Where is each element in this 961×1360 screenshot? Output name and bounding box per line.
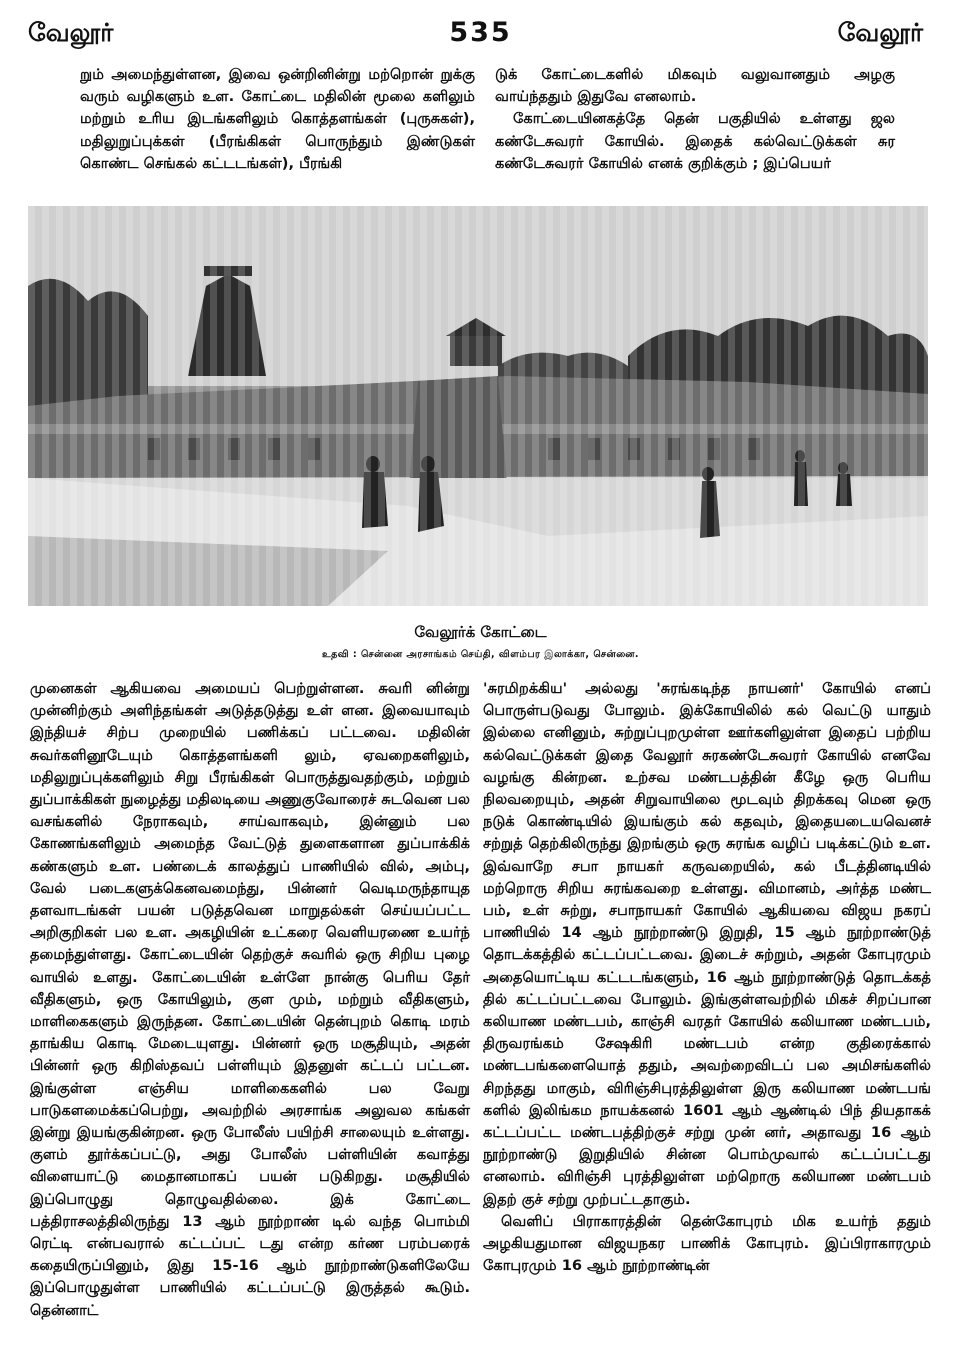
photo-caption: வேலூர்க் கோட்டை — [414, 623, 547, 641]
top-left-column — [80, 64, 475, 175]
fort-photograph-icon — [28, 206, 928, 606]
bottom-right-column — [483, 678, 931, 1277]
paragraph: றும் அமைந்துள்ளன, இவை ஒன்றினின்று மற்றொன் றுக்கு வரும் வழிகளும் உள. கோட்டை மதிலின் மூலை களிலும் மற்றும் உரிய இடங்களிலும் கொத்தளங்கள் (புருசுகள்), மதிலுறுப்புக்கள் (பீரங்கிகள் பொருந்தும் இண்டுகள் கொண்ட செங்கல் கட்டடங்கள்), பீரங்கி — [80, 66, 475, 172]
fort-photograph — [28, 206, 928, 606]
bottom-left-column — [30, 678, 470, 1322]
paragraph: கோட்டையினகத்தே தென் பகுதியில் உள்ளது ஜல கண்டேசுவரர் கோயில். இதைக் கல்வெட்டுக்கள் சுர கண்டேசுவரர் கோயில் எனக் குறிக்கும் ; இப்பெயர் — [495, 110, 895, 172]
photo-credit: உதவி : சென்னை அரசாங்கம் செய்தி, விளம்பர இலாக்கா, சென்னை. — [321, 649, 640, 660]
page-number: 535 — [449, 17, 512, 48]
running-header-left: வேலூர் — [28, 18, 114, 47]
paragraph: வெளிப் பிராகாரத்தின் தென்கோபுரம் மிக உயர்ந் ததும் அழகியதுமான விஜயநகர பாணிக் கோபுரம். இப்பிராகாரமும் கோபுரமும் 16 ஆம் நூற்றாண்டின் — [483, 1212, 931, 1275]
paragraph: டுக் கோட்டைகளில் மிகவும் வலுவானதும் அழகு வாய்ந்ததும் இதுவே எனலாம். — [495, 66, 895, 106]
running-header-right: வேலூர் — [837, 18, 923, 47]
top-right-column — [495, 64, 895, 175]
paragraph: 'சுரமிறக்கிய' அல்லது 'சுரங்கடிந்த நாயனர்' கோயில் எனப் பொருள்படுவது போலும். இக்கோயிலில் கல் வெட்டு யாதும் இல்லை எனினும், சுற்றுப்புறமுள்ள ஊர்களிலுள்ள இதைப் பற்றிய கல்வெட்டுக்கள் இதை வேலூர் சுரகண்டேசுவரர் கோயில் எனவே வழங்கு கின்றன. உற்சவ மண்டபத்தின் கீழே ஒரு பெரிய நிலவறையும், அதன் சிறுவாயிலை மூடவும் திறக்கவு மென ஒரு நடுக் கொண்டியில் இயங்கும் கல் கதவும், இதையடையவெனச் சற்றுத் தெற்கிலிருந்து இறங்கும் ஒரு சுரங்க வழிப் படிக்கட்டும் உள. இவ்வாறே சபா நாயகர் கருவறையில், கல் பீடத்தினடியில் மற்றொரு சிறிய சுரங்கவறை உள்ளது. விமானம், அர்த்த மண்ட பம், உள் சுற்று, சபாநாயகர் கோயில் ஆகியவை விஜய நகரப் பாணியில் 14 ஆம் நூற்றாண்டு இறுதி, 15 ஆம் நூற்றாண்டுத் தொடக்கத்தில் கட்டப்பட்டவை. இடைச் சுற்றும், அதன் கோபுரமும் அதையொட்டிய கட்டடங்களும், 16 ஆம் நூற்றாண்டுத் தொடக்கத் தில் கட்டப்பட்டவை போலும். இங்குள்ளவற்றில் மிகச் சிறப்பான கலியாண மண்டபம், காஞ்சி வரதர் கோயில் கலியாண மண்டபம், திருவரங்கம் சேஷகிரி மண்டபம் என்ற குதிரைக்கால் மண்டபங்களையொத் ததும், அவற்றைவிடப் பல அமிசங்களில் சிறந்தது மாகும், விரிஞ்சிபுரத்திலுள்ள இரு கலியாண மண்டபங் களில் இலிங்கம நாயக்கனல் 1601 ஆம் ஆண்டில் பிந் தியதாகக் கட்டப்பட்ட மண்டபத்திற்குச் சற்று முன் னர், அதாவது 16 ஆம் நூற்றாண்டு இறுதியில் சின்ன பொம்முவால் கட்டப்பட்டது எனலாம். விரிஞ்சி புரத்திலுள்ள மற்றொரு கலியாண மண்டபம் இதற் குச் சற்று முற்பட்டதாகும். — [483, 680, 931, 1208]
paragraph: முனைகள் ஆகியவை அமையப் பெற்றுள்ளன. சுவரி னின்று முன்னிற்கும் அளிந்தங்கள் அடுத்தடுத்து உள் ளன. இவையாவும் இந்தியச் சிற்ப முறையில் பணிக்கப் பட்டவை. மதிலின் சுவர்களினூடேயும் கொத்தளங்களி லும், ஏவறைகளிலும், மதிலுறுப்புக்களிலும் சிறு பீரங்கிகள் பொருத்துவதற்கும், மற்றும் துப்பாக்கிகள் நுழைத்து மதிலடியை அணுகுவோரைச் சுடவென பல வசங்களில் நேராகவும், சாய்வாகவும், இன்னும் பல கோணங்களிலும் அமைந்த வேட்டுத் துளைகளான துப்பாக்கிக் கண்களும் உள. பண்டைக் காலத்துப் பாணியில் வில், அம்பு, வேல் படைகளுக்கெனவமைந்து, பின்னர் வெடிமருந்தாயுத தளவாடங்கள் பயன் படுத்தவென மாறுதல்கள் செய்யப்பட்ட அறிகுறிகள் பல உள. அகழியின் உட்கரை வெளியரணை உயர்ந் தமைந்துள்ளது. கோட்டையின் தெற்குச் சுவரில் ஒரு சிறிய புழை வாயில் உளது. கோட்டையின் உள்ளே நான்கு பெரிய தேர் வீதிகளும், ஒரு கோயிலும், குள மும், மற்றும் வீதிகளும், மாளிகைகளும் இருந்தன. கோட்டையின் தென்புறம் கொடி மரம் தாங்கிய கொடி மேடையுளது. பின்னர் ஒரு மசூதியும், அதன் பின்னர் ஒரு கிறிஸ்தவப் பள்ளியும் இதனுள் கட்டப் பட்டன. இங்குள்ள எஞ்சிய மாளிகைகளில் பல வேறு பாடுகளமைக்கப்பெற்று, அவற்றில் அரசாங்க அலுவல கங்கள் இன்று இயங்குகின்றன. ஒரு போலீஸ் பயிற்சி சாலையும் உள்ளது. குளம் தூர்க்கப்பட்டு, அது போலீஸ் பள்ளியின் கவாத்து விளையாட்டு மைதானமாகப் பயன் படுகிறது. மசூதியில் இப்பொழுது தொழுவதில்லை. இக் கோட்டை பத்திராசலத்திலிருந்து 13 ஆம் நூற்றாண் டில் வந்த பொம்மி ரெட்டி என்பவரால் கட்டப்பட் டது என்ற கர்ண பரம்பரைக் கதையிருப்பினும், இது 15-16 ஆம் நூற்றாண்டுகளிலேயே இப்பொழுதுள்ள பாணியில் கட்டப்பட்டு இருத்தல் கூடும். தென்னாட் — [30, 680, 470, 1319]
